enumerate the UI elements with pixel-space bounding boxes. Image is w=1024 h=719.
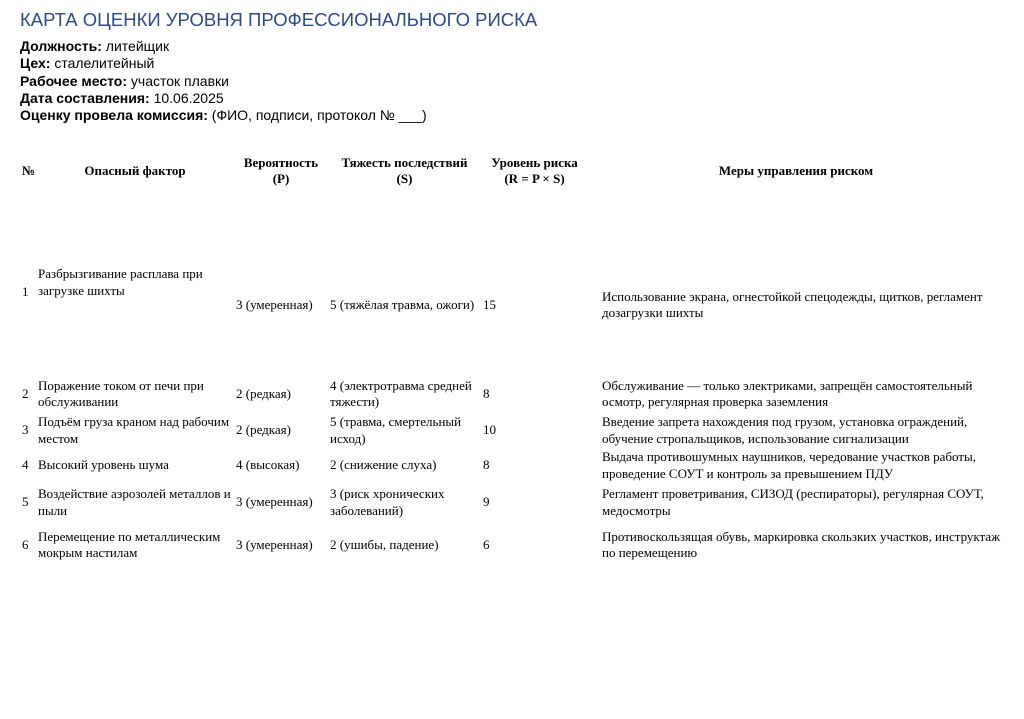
cell-severity: 4 (электротравма средней тяжести) (330, 377, 472, 409)
meta-label: Цех: (20, 55, 51, 72)
cell-severity: 2 (ушибы, падение) (330, 536, 439, 552)
meta-workplace (20, 73, 427, 90)
cell-hazard-factor: Поражение током от печи при обслуживании (38, 377, 204, 409)
cell-hazard-factor: Воздействие аэрозолей металлов и пыли (38, 486, 231, 518)
meta-value: участок плавки (127, 72, 229, 89)
document-title: КАРТА ОЦЕНКИ УРОВНЯ ПРОФЕССИОНАЛЬНОГО РИСКА (20, 9, 538, 30)
cell-number: 1 (22, 283, 29, 299)
cell-number: 2 (22, 385, 29, 401)
cell-severity: 2 (снижение слуха) (330, 457, 437, 473)
header-severity-line1: Тяжесть последствий (341, 154, 468, 170)
cell-number: 4 (22, 457, 29, 473)
header-risk-level-line2: (R = P × S) (504, 171, 565, 186)
meta-value: сталелитейный (50, 55, 155, 72)
meta-label: Рабочее место: (20, 72, 128, 89)
cell-probability: 2 (редкая) (236, 422, 291, 438)
cell-measures: Выдача противошумных наушников, чередование участков работы, проведение СОУТ и контроль за превышением ПДУ (602, 449, 976, 481)
meta-label: Дата составления: (20, 89, 150, 106)
header-number: № (22, 162, 36, 178)
cell-risk-level: 10 (483, 422, 496, 438)
table-row (17, 447, 1004, 484)
cell-probability: 3 (умеренная) (236, 494, 313, 510)
cell-probability: 2 (редкая) (236, 385, 291, 401)
cell-risk-level: 9 (483, 494, 490, 510)
meta-value: 10.06.2025 (149, 89, 224, 106)
risk-table (17, 148, 1004, 569)
meta-position (20, 38, 427, 55)
table-row (17, 194, 1004, 374)
meta-value: (ФИО, подписи, протокол № ___) (207, 107, 427, 124)
meta-label: Должность: (20, 38, 102, 54)
header-probability-line1: Вероятность (243, 154, 319, 170)
cell-number: 6 (22, 536, 29, 552)
cell-risk-level: 8 (483, 457, 490, 473)
meta-value: литейщик (101, 38, 170, 54)
cell-probability: 3 (умеренная) (236, 296, 313, 312)
cell-severity: 5 (травма, смертельный исход) (330, 414, 462, 446)
table-row (17, 414, 1004, 447)
cell-measures: Противоскользящая обувь, маркировка скользких участков, инструктаж по перемещению (602, 528, 1001, 560)
meta-date (20, 90, 427, 107)
cell-measures: Введение запрета нахождения под грузом, установка ограждений, обучение стропальщиков, использование сигнализации (602, 414, 968, 446)
cell-severity: 3 (риск хронических заболеваний) (330, 486, 445, 518)
header-severity (328, 148, 481, 194)
header-probability-line2: (P) (272, 171, 290, 186)
table-row (17, 374, 1004, 414)
cell-number: 5 (22, 494, 29, 510)
header-risk-level (481, 148, 588, 194)
table-header-row (17, 148, 1004, 194)
cell-measures: Использование экрана, огнестойкой спецодежды, щитков, регламент дозагрузки шихты (602, 288, 983, 320)
header-measures: Меры управления риском (718, 162, 874, 178)
cell-number: 3 (22, 422, 29, 438)
cell-probability: 4 (высокая) (236, 457, 300, 473)
header-probability (234, 148, 328, 194)
cell-risk-level: 6 (483, 536, 490, 552)
cell-hazard-factor: Высокий уровень шума (38, 457, 169, 473)
header-severity-line2: (S) (396, 171, 413, 186)
meta-workshop (20, 55, 427, 72)
cell-hazard-factor: Подъём груза краном над рабочим местом (38, 414, 230, 446)
cell-risk-level: 8 (483, 385, 490, 401)
cell-measures: Обслуживание — только электриками, запрещён самостоятельный осмотр, регулярная проверка заземления (602, 377, 973, 409)
cell-severity: 5 (тяжёлая травма, ожоги) (330, 296, 475, 312)
meta-label: Оценку провела комиссия: (20, 107, 208, 124)
cell-measures: Регламент проветривания, СИЗОД (респираторы), регулярная СОУТ, медосмотры (602, 486, 984, 518)
cell-hazard-factor: Перемещение по металлическим мокрым настилам (38, 528, 221, 560)
cell-risk-level: 15 (483, 296, 496, 312)
table-row (17, 521, 1004, 569)
header-hazard-factor: Опасный фактор (84, 162, 186, 178)
meta-commission (20, 107, 427, 124)
document-meta (20, 38, 427, 124)
cell-probability: 3 (умеренная) (236, 536, 313, 552)
table-row (17, 484, 1004, 521)
header-risk-level-line1: Уровень риска (491, 154, 578, 170)
cell-hazard-factor: Разбрызгивание расплава при загрузке шихты (38, 266, 203, 298)
